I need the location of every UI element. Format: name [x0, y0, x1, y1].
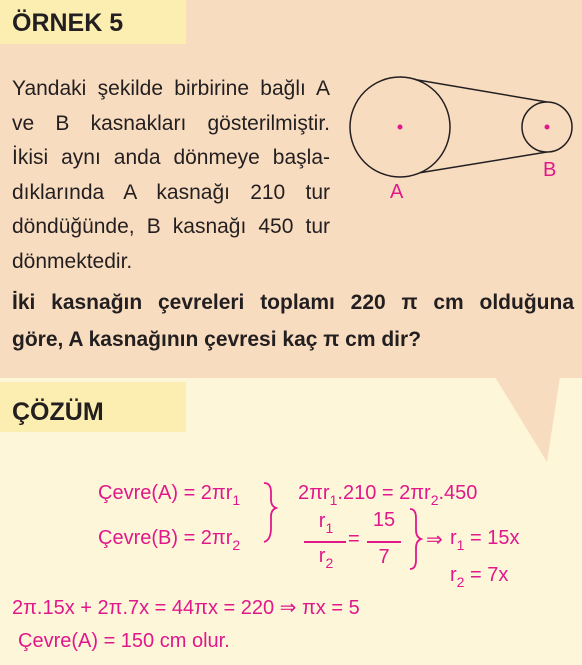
r1-result: $r_1 = 15x$ — [450, 527, 520, 553]
question-line: İki kasnağın çevreleri toplamı 220 π cm olduğuna — [12, 291, 574, 314]
ratio-equals: = — [348, 528, 360, 550]
final-answer: Çevre(A) = 150 cm olur. — [18, 630, 230, 652]
ratio-value-denominator: 7 — [378, 546, 390, 568]
ratio-value-numerator: 15 — [372, 509, 396, 531]
sum-equation: 2π.15x + 2π.7x = 44πx = 220 ⇒ πx = 5 — [12, 597, 360, 619]
ratio-numerator: $r_1$ — [318, 510, 334, 536]
example-title: ÖRNEK 5 — [12, 9, 124, 37]
solution-title: ÇÖZÜM — [12, 398, 104, 426]
pulley-b-label: B — [543, 159, 557, 181]
circumference-a-eq: Çevre(A) = $2\pi r_1$ — [98, 482, 241, 508]
ratio-denominator: $r_2$ — [318, 545, 334, 571]
revolution-eq: $2\pi r_1.210 = 2\pi r_2.450$ — [298, 482, 478, 508]
implies-arrow: ⇒ — [426, 529, 443, 551]
problem-line: dıklarında A kasnağı 210 tur — [12, 180, 330, 204]
problem-line: döndüğünde, B kasnağı 450 tur — [12, 215, 330, 238]
problem-line: İkisi aynı anda dönmeye başla- — [12, 146, 330, 169]
pulley-a-label: A — [390, 181, 404, 203]
problem-line: ve B kasnakları gösterilmiştir. — [12, 111, 330, 135]
problem-line: Yandaki şekilde birbirine bağlı A — [12, 77, 330, 100]
question-line: göre, A kasnağının çevresi kaç π cm dir? — [12, 328, 422, 351]
r2-result: $r_2 = 7x$ — [450, 564, 509, 590]
problem-line: dönmektedir. — [12, 249, 133, 273]
circumference-b-eq: Çevre(B) = $2\pi r_2$ — [98, 527, 241, 553]
